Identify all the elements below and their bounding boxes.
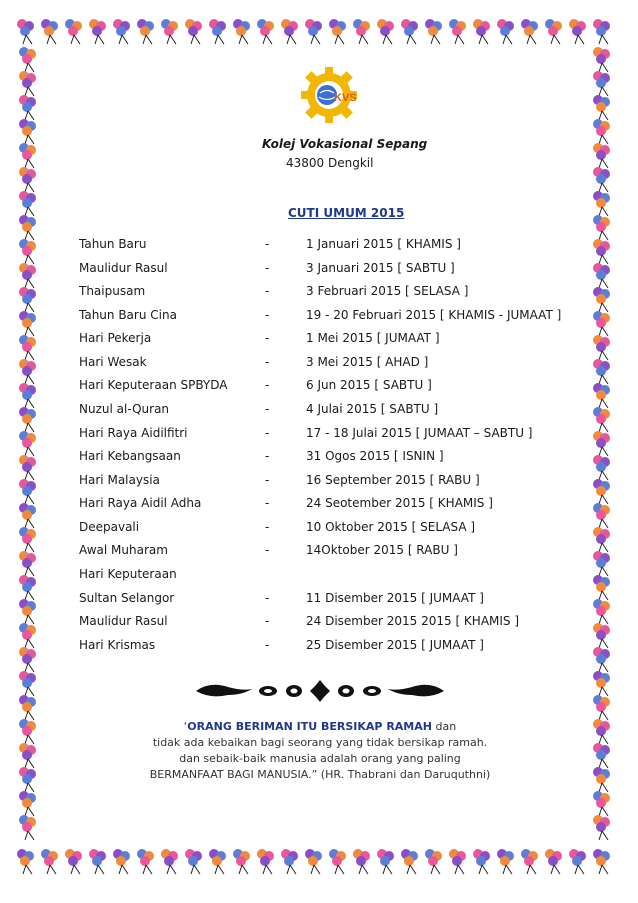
holiday-date: 24 Disember 2015 2015 [ KHAMIS ] bbox=[306, 614, 520, 628]
quote-line1-rest: dan bbox=[431, 720, 457, 733]
holiday-name: Hari Raya Aidil Adha bbox=[79, 496, 202, 510]
holiday-date: 31 Ogos 2015 [ ISNIN ] bbox=[306, 449, 444, 463]
ornamental-divider bbox=[190, 678, 450, 704]
holiday-dash: - bbox=[265, 449, 270, 463]
holiday-name: Hari Raya Aidilfitri bbox=[79, 426, 188, 440]
holiday-dash: - bbox=[265, 473, 270, 487]
holiday-date: 4 Julai 2015 [ SABTU ] bbox=[306, 402, 439, 416]
holiday-dash: - bbox=[265, 591, 270, 605]
holiday-date: 17 - 18 Julai 2015 [ JUMAAT – SABTU ] bbox=[306, 426, 533, 440]
holiday-dash: - bbox=[265, 284, 270, 298]
quote-line: tidak ada kebaikan bagi seorang yang tidak bersikap ramah. bbox=[152, 736, 488, 749]
holiday-row bbox=[79, 614, 579, 634]
holiday-dash: - bbox=[265, 378, 270, 392]
holiday-row bbox=[79, 378, 579, 398]
holiday-row bbox=[79, 308, 579, 328]
holiday-row bbox=[79, 520, 579, 540]
quote-line: dan sebaik-baik manusia adalah orang yang paling bbox=[179, 752, 461, 765]
holiday-dash: - bbox=[265, 237, 270, 251]
holiday-dash: - bbox=[265, 520, 270, 534]
holiday-name: Deepavali bbox=[79, 520, 140, 534]
holiday-date: 3 Januari 2015 [ SABTU ] bbox=[306, 261, 455, 275]
holiday-name: Tahun Baru bbox=[79, 237, 147, 251]
page-title: CUTI UMUM 2015 bbox=[288, 206, 405, 220]
holiday-row bbox=[79, 638, 579, 658]
holiday-row bbox=[79, 331, 579, 351]
holiday-name: Maulidur Rasul bbox=[79, 261, 168, 275]
holiday-date: 6 Jun 2015 [ SABTU ] bbox=[306, 378, 432, 392]
holiday-name: Maulidur Rasul bbox=[79, 614, 168, 628]
holiday-name: Hari Malaysia bbox=[79, 473, 160, 487]
holiday-row bbox=[79, 567, 579, 587]
quote-line bbox=[110, 719, 530, 735]
holiday-row bbox=[79, 449, 579, 469]
holiday-name: Hari Keputeraan SPBYDA bbox=[79, 378, 228, 392]
holiday-row bbox=[79, 237, 579, 257]
holiday-date: 1 Mei 2015 [ JUMAAT ] bbox=[306, 331, 440, 345]
holiday-date: 1 Januari 2015 [ KHAMIS ] bbox=[306, 237, 461, 251]
holiday-date: 25 Disember 2015 [ JUMAAT ] bbox=[306, 638, 484, 652]
holiday-dash: - bbox=[265, 402, 270, 416]
holiday-dash: - bbox=[265, 638, 270, 652]
holiday-name: Tahun Baru Cina bbox=[79, 308, 177, 322]
holiday-date: 24 Seotember 2015 [ KHAMIS ] bbox=[306, 496, 493, 510]
holiday-dash: - bbox=[265, 261, 270, 275]
logo-text: KVS bbox=[334, 92, 357, 104]
holiday-date: 3 Februari 2015 [ SELASA ] bbox=[306, 284, 469, 298]
quote-line: BERMANFAAT BAGI MANUSIA.” (HR. Thabrani dan Daruquthni) bbox=[149, 768, 491, 781]
holiday-date: 14Oktober 2015 [ RABU ] bbox=[306, 543, 458, 557]
holiday-dash: - bbox=[265, 426, 270, 440]
holiday-row bbox=[79, 543, 579, 563]
quote-emphasis: ORANG BERIMAN ITU BERSIKAP RAMAH bbox=[187, 720, 432, 733]
holiday-name: Hari Keputeraan bbox=[79, 567, 177, 581]
holiday-name: Thaipusam bbox=[79, 284, 146, 298]
holiday-name: Hari Kebangsaan bbox=[79, 449, 181, 463]
holiday-date: 19 - 20 Februari 2015 [ KHAMIS - JUMAAT ] bbox=[306, 308, 562, 322]
school-name: Kolej Vokasional Sepang bbox=[262, 137, 428, 151]
holiday-date: 10 Oktober 2015 [ SELASA ] bbox=[306, 520, 476, 534]
holiday-row bbox=[79, 355, 579, 375]
holiday-name: Nuzul al-Quran bbox=[79, 402, 170, 416]
holiday-date: 11 Disember 2015 [ JUMAAT ] bbox=[306, 591, 484, 605]
holiday-dash: - bbox=[265, 543, 270, 557]
holiday-name: Awal Muharam bbox=[79, 543, 168, 557]
holiday-dash: - bbox=[265, 496, 270, 510]
holiday-date: 3 Mei 2015 [ AHAD ] bbox=[306, 355, 429, 369]
holiday-dash: - bbox=[265, 355, 270, 369]
holiday-dash: - bbox=[265, 614, 270, 628]
holiday-row bbox=[79, 261, 579, 281]
school-postcode: 43800 Dengkil bbox=[286, 156, 374, 170]
holiday-row bbox=[79, 426, 579, 446]
holiday-name: Hari Krismas bbox=[79, 638, 156, 652]
holiday-name: Sultan Selangor bbox=[79, 591, 175, 605]
holiday-dash: - bbox=[265, 331, 270, 345]
holiday-dash: - bbox=[265, 308, 270, 322]
holiday-row bbox=[79, 473, 579, 493]
holiday-row bbox=[79, 496, 579, 516]
holiday-name: Hari Pekerja bbox=[79, 331, 152, 345]
quote-open: ‘ bbox=[183, 720, 188, 733]
college-logo bbox=[298, 64, 360, 126]
holiday-row bbox=[79, 402, 579, 422]
holiday-date: 16 September 2015 [ RABU ] bbox=[306, 473, 480, 487]
holiday-row bbox=[79, 284, 579, 304]
holiday-name: Hari Wesak bbox=[79, 355, 147, 369]
holiday-row bbox=[79, 591, 579, 611]
hadith-quote bbox=[110, 719, 530, 783]
